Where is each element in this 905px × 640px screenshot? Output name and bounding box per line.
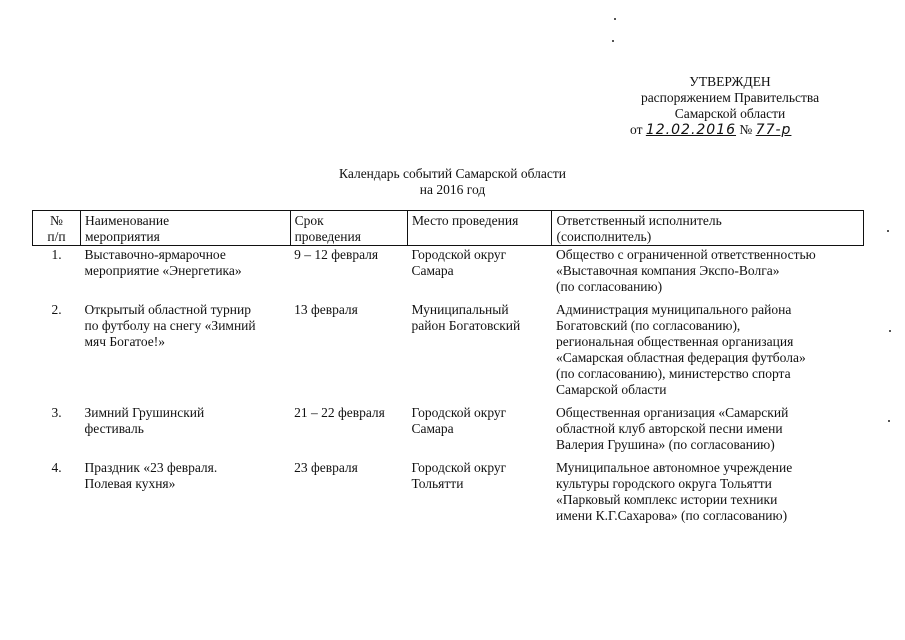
cell-line: «Самарская областная федерация футбола»	[555, 350, 806, 365]
row-responsible	[552, 404, 864, 459]
approval-stamp	[600, 74, 860, 138]
approval-line1: распоряжением Правительства	[640, 90, 820, 105]
header-date-line: проведения	[294, 229, 361, 244]
row-num: 2.	[51, 302, 62, 317]
cell-line: 9 – 12 февраля	[294, 247, 379, 262]
header-name-line: мероприятия	[85, 229, 160, 244]
cell-line: район Богатовский	[411, 318, 521, 333]
cell-line: Валерия Грушина» (по согласованию)	[555, 437, 775, 452]
cell-line: мероприятие «Энергетика»	[84, 263, 242, 278]
cell-line: (по согласованию), министерство спорта	[555, 366, 791, 381]
cell-line: Муниципальный	[411, 302, 509, 317]
row-name	[81, 404, 291, 459]
row-responsible	[552, 246, 864, 302]
cell-line: фестиваль	[84, 421, 144, 436]
scan-speck	[612, 40, 614, 42]
handwritten-number: 77-р	[755, 122, 792, 138]
table-row	[33, 246, 864, 302]
document-title-line2: на 2016 год	[419, 182, 486, 197]
row-place	[407, 246, 552, 302]
cell-line: по футболу на снегу «Зимний	[84, 318, 256, 333]
cell-line: Зимний Грушинский	[84, 405, 205, 420]
cell-line: Богатовский (по согласованию),	[555, 318, 741, 333]
cell-line: Администрация муниципального района	[555, 302, 792, 317]
cell-line: Городской округ	[411, 247, 507, 262]
cell-line: Самара	[411, 263, 454, 278]
cell-line: (по согласованию)	[555, 279, 663, 294]
date-prefix: от	[630, 122, 643, 137]
header-resp-line: Ответственный исполнитель	[556, 213, 722, 228]
cell-line: Общество с ограниченной ответственностью	[555, 247, 816, 262]
scan-speck	[889, 330, 891, 332]
cell-line: культуры городского округа Тольятти	[555, 476, 772, 491]
row-date	[290, 459, 407, 530]
events-table	[32, 210, 864, 530]
row-date	[290, 404, 407, 459]
table-row	[33, 301, 864, 404]
cell-line: «Выставочная компания Экспо-Волга»	[555, 263, 780, 278]
row-name	[81, 301, 291, 404]
cell-line: Самарской области	[555, 382, 667, 397]
header-num-line: №	[50, 213, 63, 228]
row-num: 3.	[51, 405, 62, 420]
cell-line: Городской округ	[411, 405, 507, 420]
approval-date-line	[600, 122, 860, 138]
row-responsible	[552, 459, 864, 530]
cell-line: Выставочно-ярмарочное	[84, 247, 226, 262]
header-num-line: п/п	[47, 229, 66, 244]
cell-line: имени К.Г.Сахарова» (по согласованию)	[555, 508, 788, 523]
cell-line: «Парковый комплекс истории техники	[555, 492, 778, 507]
header-resp-line: (соисполнитель)	[556, 229, 652, 244]
cell-line: Тольятти	[411, 476, 464, 491]
cell-line: Городской округ	[411, 460, 507, 475]
number-sign: №	[739, 122, 753, 137]
table-row	[33, 459, 864, 530]
header-name	[81, 211, 291, 246]
row-date	[290, 246, 407, 302]
cell-line: Муниципальное автономное учреждение	[555, 460, 793, 475]
header-responsible	[552, 211, 864, 246]
cell-line: Праздник «23 февраля.	[84, 460, 218, 475]
header-date	[290, 211, 407, 246]
row-num: 1.	[51, 247, 62, 262]
row-responsible	[552, 301, 864, 404]
scan-speck	[887, 230, 889, 232]
cell-line: Открытый областной турнир	[84, 302, 251, 317]
cell-line: Самара	[411, 421, 454, 436]
header-date-line: Срок	[294, 213, 324, 228]
cell-line: региональная общественная организация	[555, 334, 794, 349]
row-place	[407, 404, 552, 459]
handwritten-date: 12.02.2016	[645, 122, 737, 138]
scan-speck	[614, 18, 616, 20]
document-title-line1: Календарь событий Самарской области	[339, 166, 566, 181]
cell-line: Общественная организация «Самарский	[555, 405, 789, 420]
table-header-row	[33, 211, 864, 246]
table-row	[33, 404, 864, 459]
cell-line: 21 – 22 февраля	[294, 405, 385, 420]
cell-line: областной клуб авторской песни имени	[555, 421, 783, 436]
cell-line: Полевая кухня»	[84, 476, 176, 491]
row-name	[81, 459, 291, 530]
row-place	[407, 301, 552, 404]
header-place	[407, 211, 552, 246]
header-name-line: Наименование	[85, 213, 170, 228]
row-place	[407, 459, 552, 530]
row-name	[81, 246, 291, 302]
scan-speck	[888, 420, 890, 422]
header-num	[33, 211, 81, 246]
header-place-line: Место проведения	[411, 213, 519, 228]
cell-line: 23 февраля	[294, 460, 358, 475]
cell-line: 13 февраля	[294, 302, 358, 317]
approval-title: УТВЕРЖДЕН	[689, 74, 771, 89]
row-date	[290, 301, 407, 404]
cell-line: мяч Богатое!»	[84, 334, 165, 349]
approval-line2: Самарской области	[674, 106, 786, 121]
document-title	[0, 166, 905, 198]
row-num: 4.	[51, 460, 62, 475]
